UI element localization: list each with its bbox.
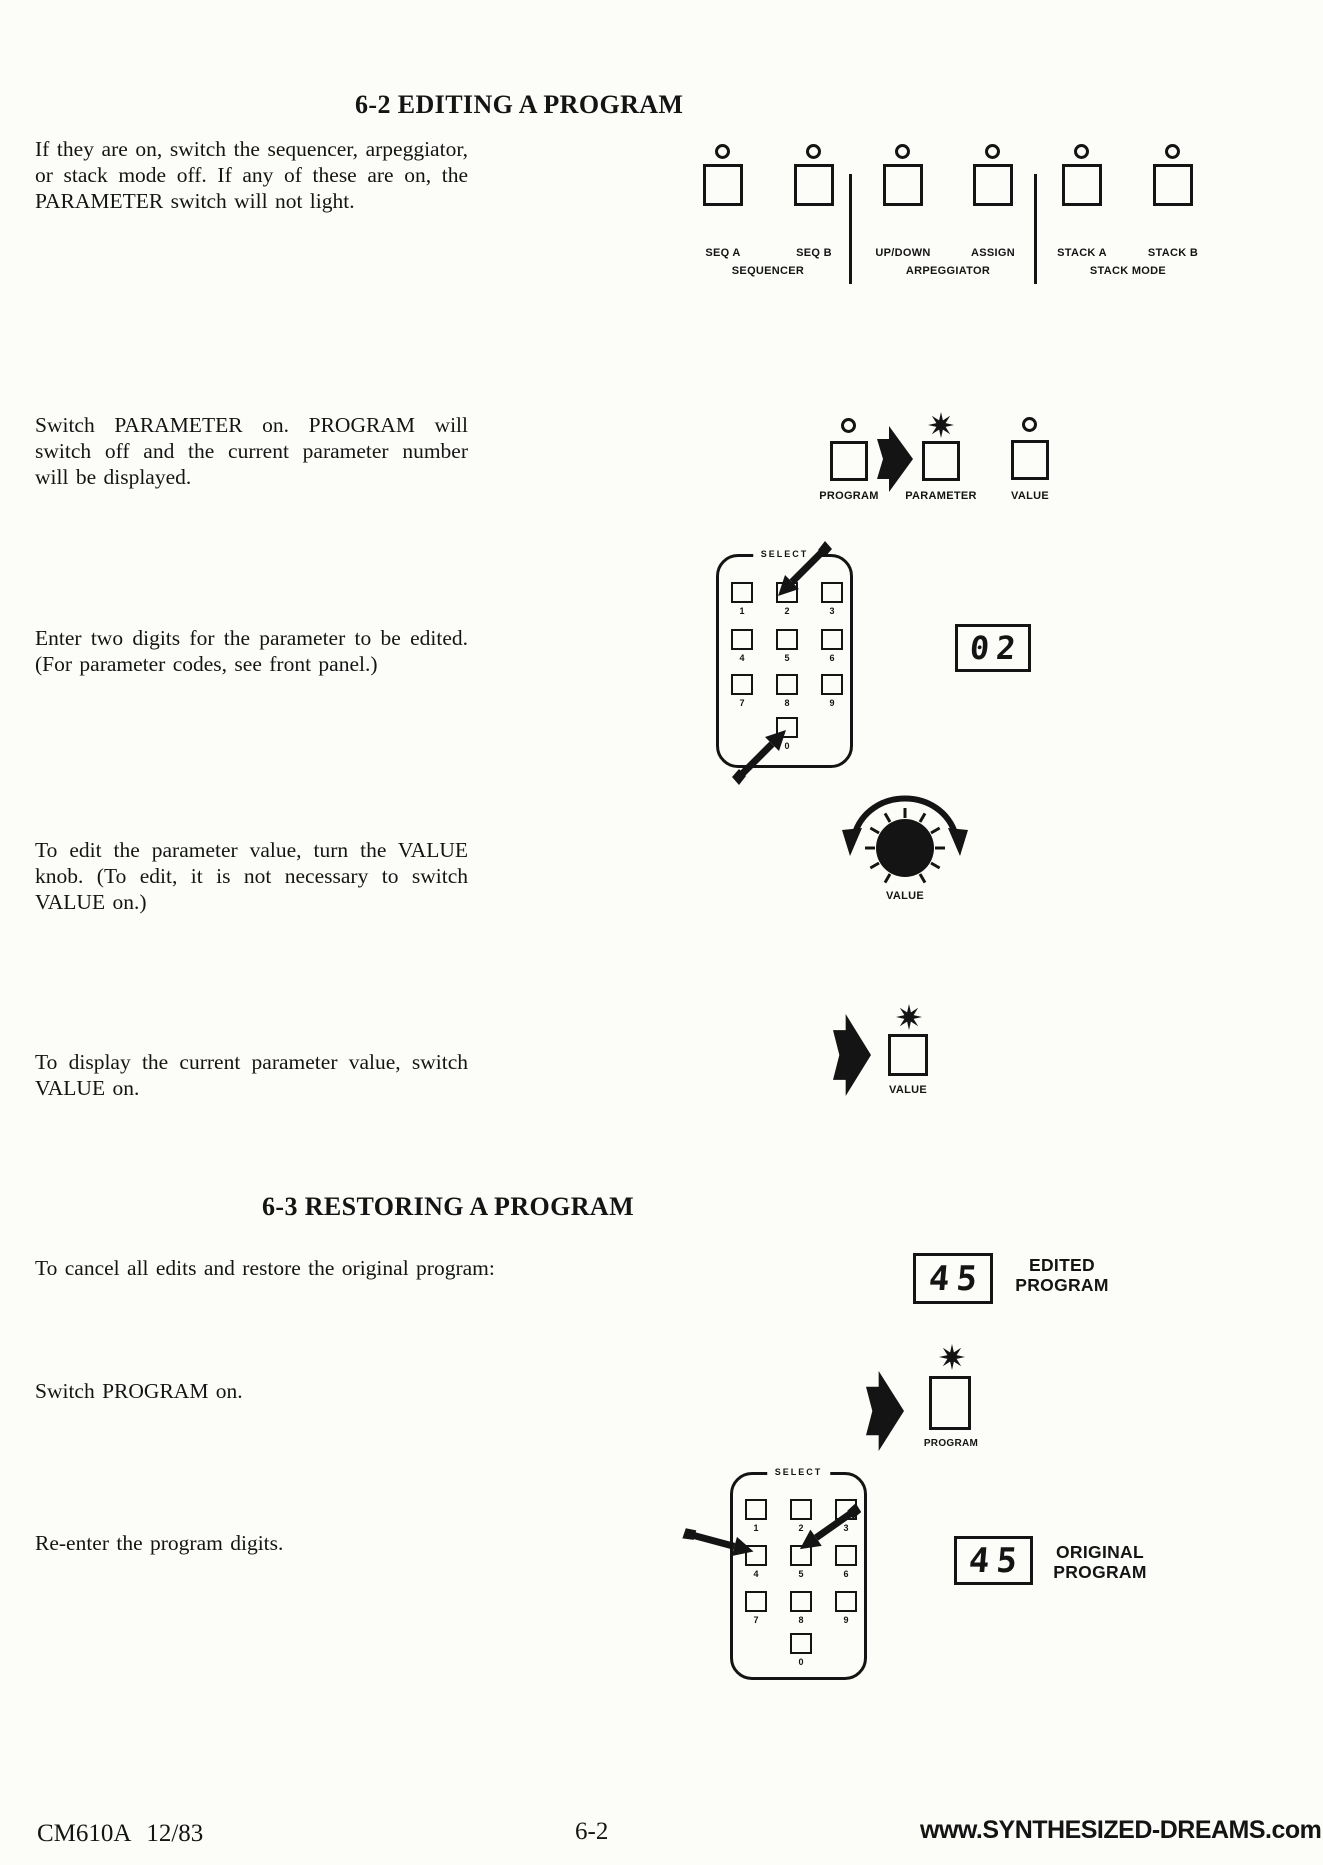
value-knob-icon <box>840 784 970 896</box>
led-off-icon <box>806 144 821 159</box>
parameter-number-display <box>955 624 1031 672</box>
keypad-digit-label: 2 <box>784 606 790 616</box>
program-switch <box>929 1376 971 1430</box>
step-2-text: Switch PARAMETER on. PROGRAM will switch off and the current parameter number will be displayed. <box>35 413 468 489</box>
value-switch <box>888 1034 928 1076</box>
program-label: PROGRAM <box>819 490 879 502</box>
up-down-switch <box>883 164 923 206</box>
parameter-label: PARAMETER <box>905 490 977 502</box>
website-link: www.SYNTHESIZED-DREAMS.com <box>920 1816 1322 1844</box>
keypad-digit-label: 6 <box>843 1569 849 1579</box>
point-arrow-icon <box>730 726 790 786</box>
keypad-button-0 <box>790 1633 812 1654</box>
keypad-digit-label: 0 <box>784 741 790 751</box>
keypad-button-1 <box>731 582 753 603</box>
display-digits: 02 <box>968 629 1024 667</box>
point-arrow-icon <box>774 540 834 600</box>
doc-id: CM610A 12/83 <box>37 1820 204 1847</box>
press-arrow-icon <box>833 1014 871 1096</box>
keypad-digit-label: 7 <box>739 698 745 708</box>
keypad-digit-label: 9 <box>829 698 835 708</box>
section-title-editing: 6-2 EDITING A PROGRAM <box>355 90 684 119</box>
step-8-text: Re-enter the program digits. <box>35 1531 284 1555</box>
turn-arrow-right-icon <box>948 828 968 856</box>
assign-switch <box>973 164 1013 206</box>
group-divider <box>1034 174 1037 284</box>
point-arrow-icon <box>795 1493 865 1563</box>
keypad-digit-label: 3 <box>829 606 835 616</box>
keypad-digit-label: 8 <box>798 1615 804 1625</box>
parameter-switch <box>922 441 960 481</box>
seq-a-switch <box>703 164 743 206</box>
keypad-digit-label: 5 <box>798 1569 804 1579</box>
keypad-digit-label: 0 <box>798 1657 804 1667</box>
step-5-text: To display the current parameter value, switch VALUE on. <box>35 1050 468 1100</box>
step-3-text: Enter two digits for the parameter to be edited. (For parameter codes, see front panel.) <box>35 626 468 676</box>
led-off-icon <box>715 144 730 159</box>
edited-program-display <box>913 1253 993 1304</box>
section-title-restoring: 6-3 RESTORING A PROGRAM <box>262 1192 635 1221</box>
display-digits: 45 <box>967 1540 1026 1581</box>
up-down-label: UP/DOWN <box>875 247 931 259</box>
sequencer-group-label: SEQUENCER <box>731 265 805 277</box>
step-6-text: To cancel all edits and restore the original program: <box>35 1256 495 1280</box>
led-off-icon <box>1022 417 1037 432</box>
seq-b-label: SEQ B <box>796 247 832 259</box>
value-switch <box>1011 440 1049 480</box>
edited-label-line1: EDITED <box>1029 1255 1095 1275</box>
keypad-button-8 <box>776 674 798 695</box>
keypad-button-9 <box>835 1591 857 1612</box>
led-off-icon <box>985 144 1000 159</box>
program-label: PROGRAM <box>923 1438 979 1449</box>
keypad-button-5 <box>776 629 798 650</box>
keypad-digit-label: 8 <box>784 698 790 708</box>
stack-a-switch <box>1062 164 1102 206</box>
turn-arrow-left-icon <box>842 828 862 856</box>
keypad-button-7 <box>731 674 753 695</box>
display-digits: 45 <box>926 1258 986 1299</box>
stack-mode-group-label: STACK MODE <box>1089 265 1167 277</box>
step-1-text: If they are on, switch the sequencer, arpeggiator, or stack mode off. If any of these are on, the PARAMETER switch will not light. <box>35 137 468 213</box>
keypad-digit-label: 3 <box>843 1523 849 1533</box>
seq-b-switch <box>794 164 834 206</box>
led-off-icon <box>841 418 856 433</box>
led-off-icon <box>1165 144 1180 159</box>
edited-label-line2: PROGRAM <box>1015 1275 1109 1295</box>
press-arrow-icon <box>866 1371 904 1451</box>
step-4-text: To edit the parameter value, turn the VALUE knob. (To edit, it is not necessary to switch VALUE on.) <box>35 838 468 914</box>
keypad-digit-label: 4 <box>753 1569 759 1579</box>
original-program-label <box>1038 1542 1162 1582</box>
stack-b-switch <box>1153 164 1193 206</box>
arpeggiator-group-label: ARPEGGIATOR <box>905 265 991 277</box>
keypad-button-9 <box>821 674 843 695</box>
led-on-icon <box>939 1344 965 1370</box>
assign-label: ASSIGN <box>971 247 1015 259</box>
led-off-icon <box>1074 144 1089 159</box>
keypad-digit-label: 6 <box>829 653 835 663</box>
keypad-digit-label: 5 <box>784 653 790 663</box>
keypad-digit-label: 2 <box>798 1523 804 1533</box>
keypad-button-6 <box>821 629 843 650</box>
press-arrow-icon <box>877 426 913 492</box>
program-switch <box>830 441 868 481</box>
value-label: VALUE <box>1011 490 1049 502</box>
keypad-button-8 <box>790 1591 812 1612</box>
keypad-digit-label: 1 <box>753 1523 759 1533</box>
stack-b-label: STACK B <box>1147 247 1199 259</box>
keypad-digit-label: 4 <box>739 653 745 663</box>
step-7-text: Switch PROGRAM on. <box>35 1379 243 1403</box>
original-program-display <box>954 1536 1033 1585</box>
seq-a-label: SEQ A <box>705 247 741 259</box>
keypad-digit-label: 7 <box>753 1615 759 1625</box>
group-divider <box>849 174 852 284</box>
keypad-button-4 <box>731 629 753 650</box>
value-label: VALUE <box>889 1084 927 1096</box>
edited-program-label <box>1003 1255 1121 1295</box>
keypad-select-label: SELECT <box>767 1467 831 1477</box>
original-label-line2: PROGRAM <box>1053 1562 1147 1582</box>
keypad-select-label: SELECT <box>753 549 817 559</box>
stack-a-label: STACK A <box>1057 247 1107 259</box>
led-off-icon <box>895 144 910 159</box>
keypad-button-1 <box>745 1499 767 1520</box>
led-on-icon <box>928 412 954 438</box>
keypad-digit-label: 9 <box>843 1615 849 1625</box>
led-on-icon <box>896 1004 922 1030</box>
keypad-digit-label: 1 <box>739 606 745 616</box>
original-label-line1: ORIGINAL <box>1056 1542 1144 1562</box>
knob-label: VALUE <box>886 890 924 902</box>
page-number: 6-2 <box>575 1818 609 1845</box>
keypad-button-7 <box>745 1591 767 1612</box>
